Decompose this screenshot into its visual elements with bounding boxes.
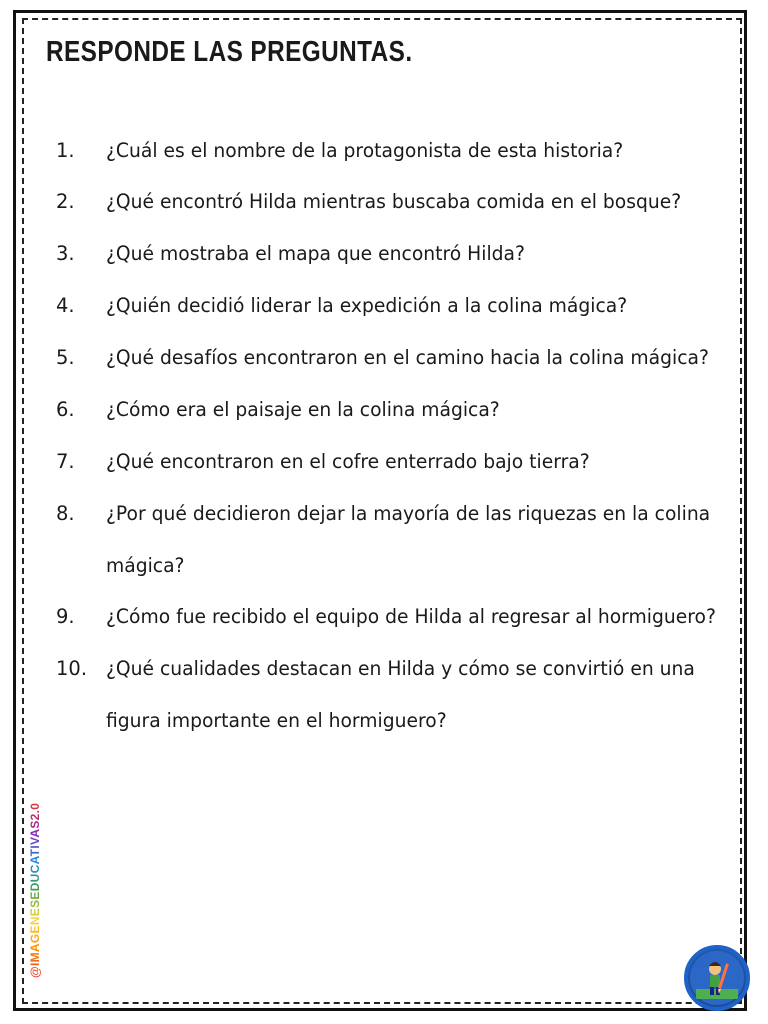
child-with-pencil-logo-icon xyxy=(688,949,746,1007)
question-text: ¿Qué encontraron en el cofre enterrado bajo tierra? xyxy=(106,450,590,473)
question-number: 2. xyxy=(56,190,75,213)
question-number: 7. xyxy=(56,450,75,473)
question-text: ¿Qué encontró Hilda mientras buscaba comida en el bosque? xyxy=(106,190,682,213)
question-text: ¿Por qué decidieron dejar la mayoría de las riquezas en la colina xyxy=(106,502,711,525)
question-number: 9. xyxy=(56,605,75,628)
question-number: 5. xyxy=(56,346,75,369)
question-text: ¿Quién decidió liderar la expedición a la colina mágica? xyxy=(106,294,628,317)
question-text-continued: figura importante en el hormiguero? xyxy=(106,709,447,732)
question-number: 3. xyxy=(56,242,75,265)
watermark-handle: @IMAGENESEDUCATIVAS2.0 xyxy=(28,802,42,978)
question-text: ¿Cómo era el paisaje en la colina mágica? xyxy=(106,398,500,421)
question-text: ¿Cómo fue recibido el equipo de Hilda al regresar al hormiguero? xyxy=(106,605,716,628)
question-text: ¿Qué desafíos encontraron en el camino hacia la colina mágica? xyxy=(106,346,709,369)
author-badge xyxy=(684,945,750,1011)
question-text: ¿Qué mostraba el mapa que encontró Hilda? xyxy=(106,242,525,265)
question-text: ¿Cuál es el nombre de la protagonista de esta historia? xyxy=(106,139,624,162)
question-text: ¿Qué cualidades destacan en Hilda y cómo se convirtió en una xyxy=(106,657,695,680)
question-text-continued: mágica? xyxy=(106,554,185,577)
question-number: 8. xyxy=(56,502,75,525)
question-number: 4. xyxy=(56,294,75,317)
question-number: 6. xyxy=(56,398,75,421)
worksheet-title: RESPONDE LAS PREGUNTAS. xyxy=(46,36,413,68)
question-number: 1. xyxy=(56,139,75,162)
question-number: 10. xyxy=(56,657,88,680)
